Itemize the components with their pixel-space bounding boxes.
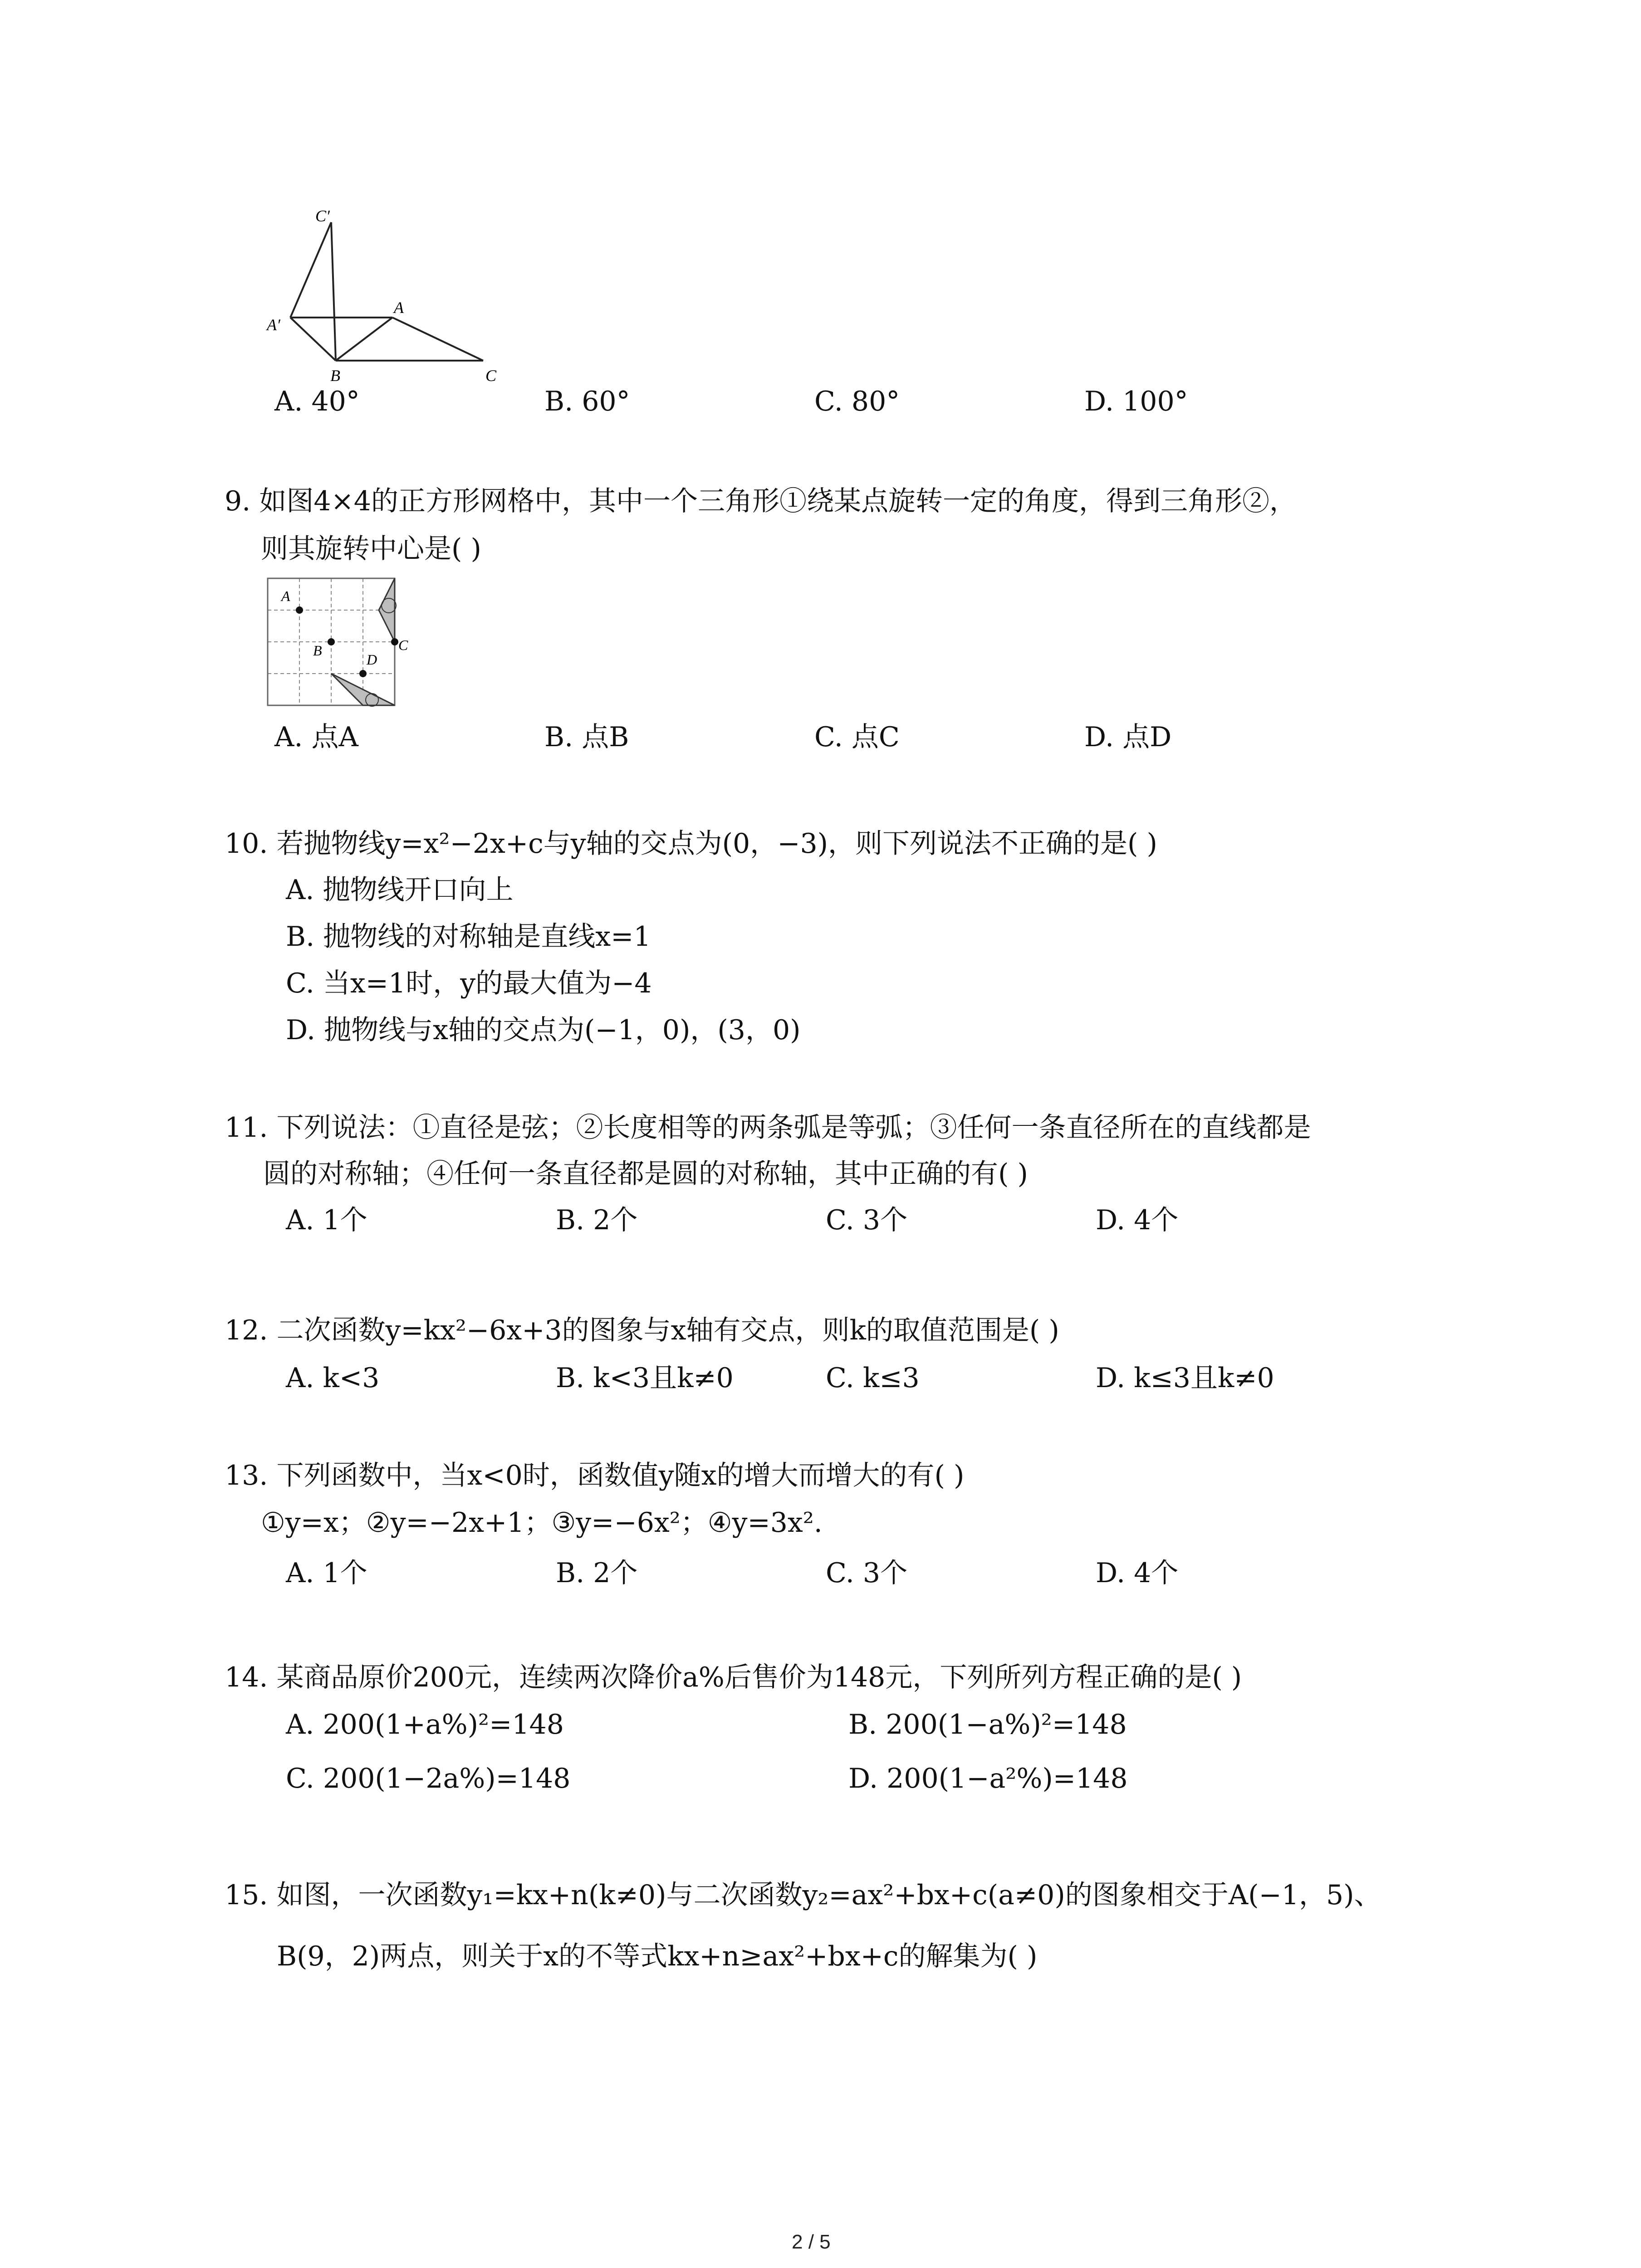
q14-stem: 14. 某商品原价200元，连续两次降价a%后售价为148元，下列所列方程正确的是( ) bbox=[225, 1662, 1242, 1693]
q15-stem-line1: 15. 如图，一次函数y₁=kx+n(k≠0)与二次函数y₂=ax²+bx+c(a≠0)的图象相交于A(−1，5)、 bbox=[225, 1879, 1381, 1911]
q10-option-a[interactable]: A. 抛物线开口向上 bbox=[286, 874, 514, 906]
q12-option-c[interactable]: C. k≤3 bbox=[826, 1362, 920, 1394]
q8-label-cprime: C′ bbox=[315, 207, 330, 225]
q9-option-a[interactable]: A. 点A bbox=[274, 721, 358, 753]
q8-label-aprime: A′ bbox=[267, 316, 280, 334]
q11-stem-line2: 圆的对称轴；④任何一条直径都是圆的对称轴，其中正确的有( ) bbox=[263, 1158, 1028, 1190]
q9-point-d bbox=[359, 670, 367, 677]
q8-line-b-a bbox=[336, 318, 392, 361]
q13-function-list: ①y=x；②y=−2x+1；③y=−6x²；④y=3x². bbox=[261, 1507, 823, 1539]
q10-stem: 10. 若抛物线y=x²−2x+c与y轴的交点为(0，−3)，则下列说法不正确的是( ) bbox=[225, 828, 1157, 860]
page-number: 2 / 5 bbox=[792, 2231, 831, 2253]
q13-option-b[interactable]: B. 2个 bbox=[556, 1557, 638, 1589]
q8-label-a: A bbox=[394, 298, 404, 317]
q9-triangle-1 bbox=[379, 578, 395, 642]
q8-line-aprime-b bbox=[290, 318, 336, 361]
q9-option-b[interactable]: B. 点B bbox=[544, 721, 629, 753]
q11-option-a[interactable]: A. 1个 bbox=[286, 1204, 367, 1236]
q9-triangle-2 bbox=[331, 674, 395, 705]
q9-grid-figure bbox=[263, 574, 413, 714]
q13-option-c[interactable]: C. 3个 bbox=[826, 1557, 908, 1589]
q9-stem-line2: 则其旋转中心是( ) bbox=[261, 533, 481, 565]
q8-label-b: B bbox=[330, 367, 340, 385]
q9-point-a bbox=[296, 606, 303, 614]
q8-line-a-c bbox=[392, 318, 483, 361]
q10-option-c[interactable]: C. 当x=1时，y的最大值为−4 bbox=[286, 968, 652, 999]
q10-option-b[interactable]: B. 抛物线的对称轴是直线x=1 bbox=[286, 921, 651, 953]
q14-option-a[interactable]: A. 200(1+a%)²=148 bbox=[286, 1709, 564, 1740]
q9-label-b: B bbox=[313, 642, 322, 659]
q8-line-cprime-aprime bbox=[290, 222, 331, 318]
q11-option-d[interactable]: D. 4个 bbox=[1096, 1204, 1179, 1236]
q13-stem: 13. 下列函数中，当x<0时，函数值y随x的增大而增大的有( ) bbox=[225, 1460, 965, 1491]
q8-line-cprime-b bbox=[331, 222, 336, 361]
q13-option-a[interactable]: A. 1个 bbox=[286, 1557, 367, 1589]
q9-point-c bbox=[391, 638, 398, 645]
q9-point-b bbox=[328, 638, 335, 645]
q8-option-c[interactable]: C. 80° bbox=[814, 386, 900, 417]
q10-option-d[interactable]: D. 抛物线与x轴的交点为(−1，0)，(3，0) bbox=[286, 1014, 801, 1046]
q9-option-d[interactable]: D. 点D bbox=[1084, 721, 1172, 753]
q8-option-d[interactable]: D. 100° bbox=[1084, 386, 1188, 417]
q14-option-d[interactable]: D. 200(1−a²%)=148 bbox=[848, 1763, 1128, 1794]
q11-stem-line1: 11. 下列说法：①直径是弦；②长度相等的两条弧是等弧；③任何一条直径所在的直线都是 bbox=[225, 1112, 1311, 1144]
q9-label-a: A bbox=[281, 588, 290, 604]
q12-stem: 12. 二次函数y=kx²−6x+3的图象与x轴有交点，则k的取值范围是( ) bbox=[225, 1315, 1059, 1346]
q12-option-a[interactable]: A. k<3 bbox=[286, 1362, 380, 1394]
q11-option-c[interactable]: C. 3个 bbox=[826, 1204, 908, 1236]
q8-figure bbox=[254, 204, 526, 390]
q12-option-d[interactable]: D. k≤3且k≠0 bbox=[1096, 1362, 1274, 1394]
q13-option-d[interactable]: D. 4个 bbox=[1096, 1557, 1179, 1589]
q12-option-b[interactable]: B. k<3且k≠0 bbox=[556, 1362, 734, 1394]
q14-option-b[interactable]: B. 200(1−a%)²=148 bbox=[848, 1709, 1127, 1740]
q9-label-c: C bbox=[398, 637, 408, 653]
q8-option-a[interactable]: A. 40° bbox=[274, 386, 360, 417]
q14-option-c[interactable]: C. 200(1−2a%)=148 bbox=[286, 1763, 571, 1794]
q11-option-b[interactable]: B. 2个 bbox=[556, 1204, 638, 1236]
q9-option-c[interactable]: C. 点C bbox=[814, 721, 900, 753]
q9-stem-line1: 9. 如图4×4的正方形网格中，其中一个三角形①绕某点旋转一定的角度，得到三角形②， bbox=[225, 485, 1297, 517]
q15-stem-line2: B(9，2)两点，则关于x的不等式kx+n≥ax²+bx+c的解集为( ) bbox=[277, 1941, 1038, 1972]
q9-label-d: D bbox=[367, 651, 377, 668]
q8-option-b[interactable]: B. 60° bbox=[544, 386, 630, 417]
q8-label-c: C bbox=[485, 367, 497, 385]
